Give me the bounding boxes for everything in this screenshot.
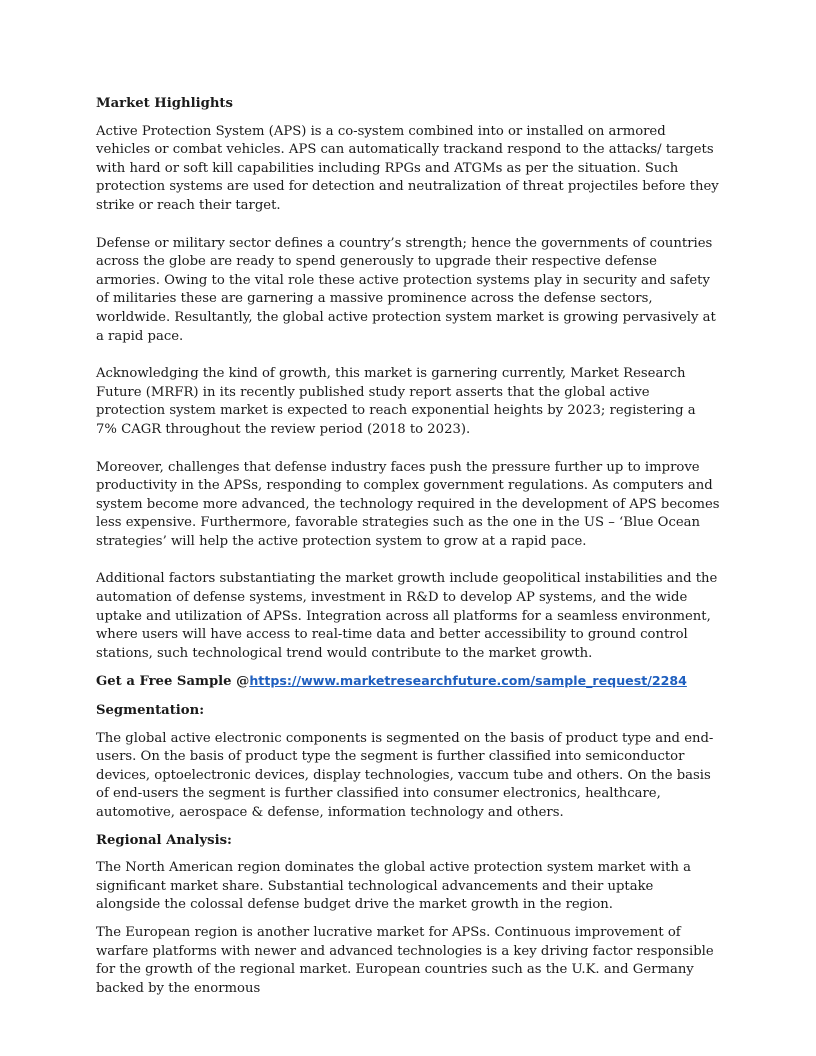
paragraph-growth-forecast: Acknowledging the kind of growth, this market is garnering currently, Market Research Future (MRFR) in its recently published study report asserts that the global active protection system market is expected to reach exponential heights by 2023; registering a 7% CAGR throughout the review period (2018 to 2023). xyxy=(96,366,696,437)
free-sample-line xyxy=(96,672,720,692)
market-highlights-heading: Market Highlights xyxy=(96,96,233,111)
paragraph-challenges: Moreover, challenges that defense industry faces push the pressure further up to improve productivity in the APSs, responding to complex government regulations. As computers and system become more advanced, the technology required in the development of APS becomes less expensive. Furthermore, favorable strategies such as the one in the US – ‘Blue Ocean strategies’ will help the active protection system to grow at a rapid pace. xyxy=(96,459,720,549)
paragraph-aps-definition: Active Protection System (APS) is a co-system combined into or installed on armored vehicles or combat vehicles. APS can automatically trackand respond to the attacks/ targets with hard or soft kill capabilities including RPGs and ATGMs as per the situation. Such protection systems are used for detection and neutralization of threat projectiles before they strike or reach their target. xyxy=(96,123,719,213)
paragraph-defense-sector: Defense or military sector defines a country’s strength; hence the governments of countries across the globe are ready to spend generously to upgrade their respective defense armories. Owing to the vital role these active protection systems play in security and safety of militaries these are garnering a massive prominence across the defense sectors, worldwide. Resultantly, the global active protection system market is growing pervasively at a rapid pace. xyxy=(96,235,716,344)
segmentation-heading: Segmentation: xyxy=(96,703,205,719)
paragraph-additional-factors: Additional factors substantiating the market growth include geopolitical instabilities and the automation of defense systems, investment in R&D to develop AP systems, and the wide uptake and utilization of APSs. Integration across all platforms for a seamless environment, where users will have access to real-time data and better accessibility to ground control stations, such technological trend would contribute to the market growth. xyxy=(96,571,718,661)
segmentation-paragraph: The global active electronic components is segmented on the basis of product type and end-users. On the basis of product type the segment is further classified into semiconductor devices, optoelectronic devices, display technologies, vaccum tube and others. On the basis of end-users the segment is further classified into consumer electronics, healthcare, automotive, aerospace & defense, information technology and others. xyxy=(96,730,714,820)
document-page xyxy=(96,95,720,1007)
paragraph-north-america: The North American region dominates the global active protection system market with a significant market share. Substantial technological advancements and their uptake alongside the colossal defense budget drive the market growth in the region. xyxy=(96,860,691,913)
sample-request-link[interactable]: https://www.marketresearchfuture.com/sample_request/2284 xyxy=(249,673,687,689)
regional-analysis-heading: Regional Analysis: xyxy=(96,832,232,848)
paragraph-europe: The European region is another lucrative market for APSs. Continuous improvement of warfare platforms with newer and advanced technologies is a key driving factor responsible for the growth of the regional market. European countries such as the U.K. and Germany backed by the enormous xyxy=(96,924,714,996)
free-sample-label: Get a Free Sample @ xyxy=(96,674,250,690)
